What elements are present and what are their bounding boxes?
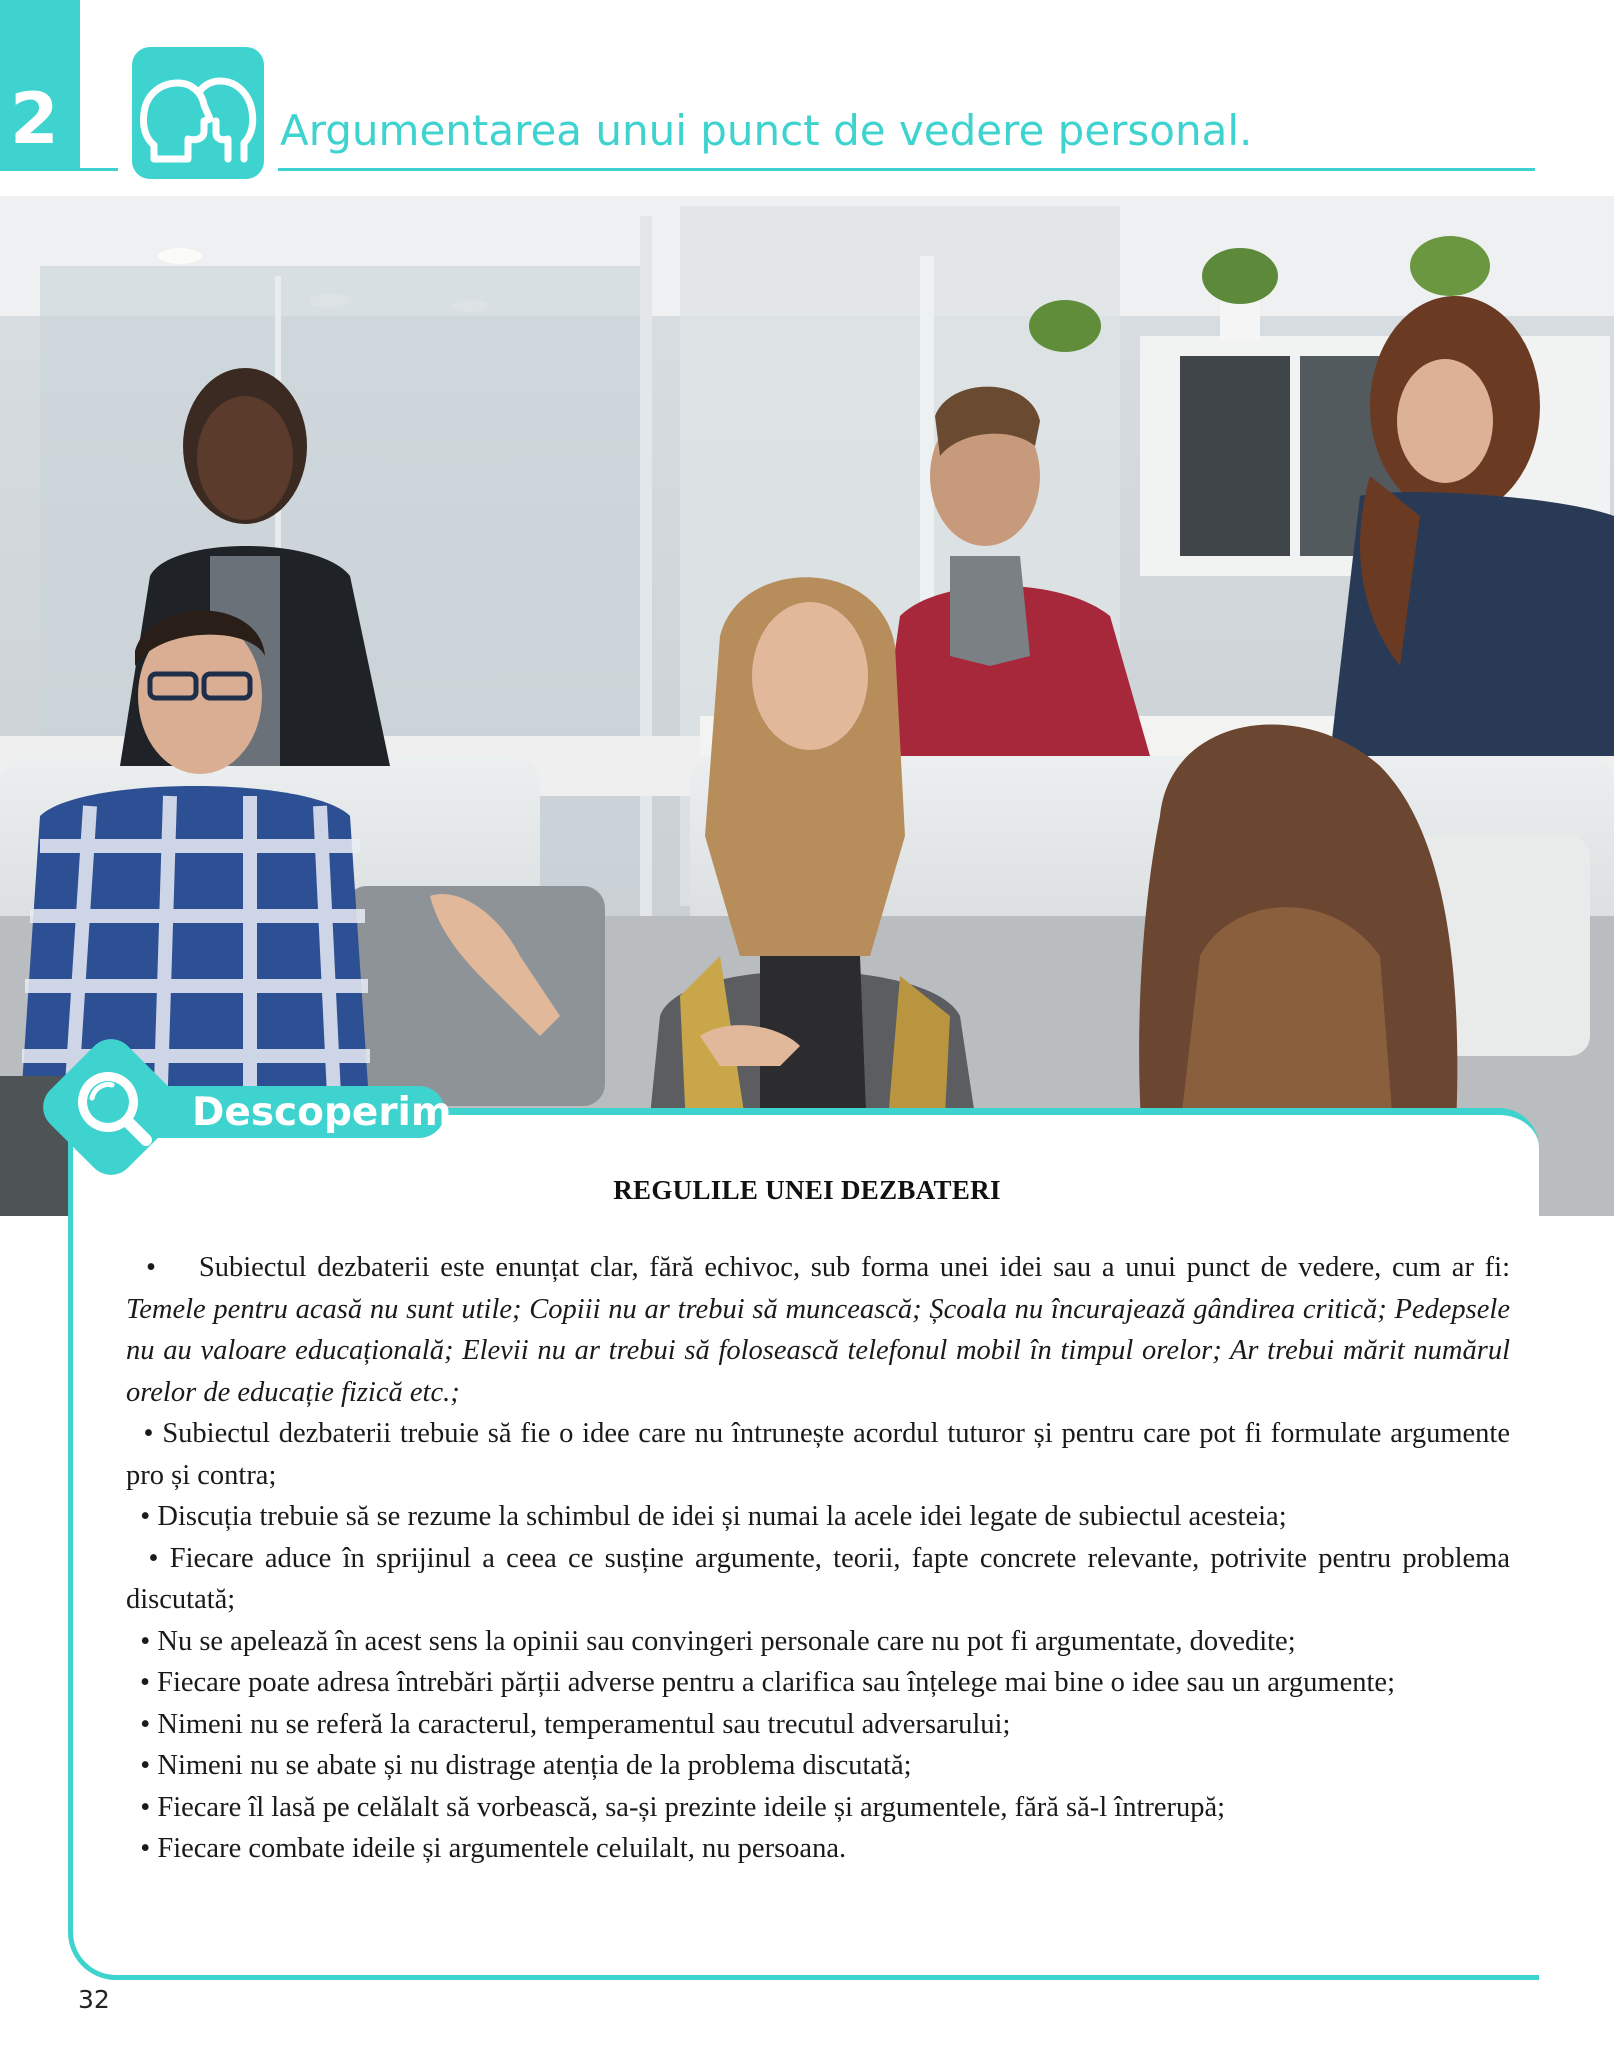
rule-text: Subiectul dezbaterii trebuie să fie o idee care nu întrunește acordul tuturor și pentru care pot fi formulate argumente pro și contra; [126, 1418, 1511, 1491]
rule-text: Discuția trebuie să se rezume la schimbul de idei și numai la acele idei legate de subiectul acesteia; [157, 1501, 1287, 1532]
rules-title: REGULILE UNEI DEZBATERI [613, 1175, 1001, 1205]
rule-text: Nimeni nu se abate și nu distrage atenția de la problema discutată; [157, 1750, 912, 1781]
rule-item: • Subiectul dezbaterii este enunțat clar, fără echivoc, sub forma unei idei sau a unui punct de vedere, cum ar fi: Temele pentru acasă nu sunt utile; Copiii nu ar trebui să muncească; Școala nu încurajează gândirea critică; Pedepsele nu au valoare educațională; Elevii nu ar trebui să folosească telefonul mobil în timpul orelor; Ar trebui mărit numărul orelor de educație fizică etc.; [126, 1252, 1510, 1408]
rule-text: Nu se apelează în acest sens la opinii sau convingeri personale care nu pot fi argumentate, dovedite; [157, 1625, 1296, 1657]
section-badge-label: Descoperim [192, 1090, 452, 1135]
chapter-number: 2 [10, 78, 59, 160]
rule-item: • Fiecare poate adresa întrebări părții adverse pentru a clarifica sau înțelege mai bine o idee sau un argumente; [140, 1667, 1395, 1698]
rule-text: Nimeni nu se referă la caracterul, temperamentul sau trecutul adversarului; [157, 1708, 1011, 1740]
rule-text: Fiecare poate adresa întrebări părții adverse pentru a clarifica sau înțelege mai bine o idee sau un argumente; [157, 1667, 1395, 1698]
group-discussion-photo [0, 196, 1614, 1216]
rule-text: Fiecare combate ideile și argumentele celuilalt, nu persoana. [157, 1833, 847, 1864]
rule-item: • Fiecare combate ideile și argumentele celuilalt, nu persoana. [126, 1833, 847, 1864]
rule-item: • Fiecare îl lasă pe celălalt să vorbească, sa-și prezinte ideile și argumentele, fără să-l întrerupă; [126, 1791, 1226, 1823]
page-number: 32 [78, 1985, 110, 2014]
title-underline [278, 168, 1535, 171]
rule-text: Fiecare aduce în sprijinul a ceea ce susține argumente, teorii, fapte concrete relevante, potrivite pentru problema discutată; [126, 1542, 1510, 1615]
rule-examples: Temele pentru acasă nu sunt utile; Copiii nu ar trebui să muncească; Școala nu încurajează gândirea critică; Pedepsele nu au valoare educațională; Elevii nu ar trebui să folosească telefonul mobil în timpul orelor; Ar trebui mărit numărul orelor de educație fizică etc.; [126, 1293, 1510, 1408]
page-title: Argumentarea unui punct de vedere personal. [280, 106, 1253, 155]
rule-text: Subiectul dezbaterii este enunțat clar, fără echivoc, sub forma unei idei sau a unui punct de vedere, cum ar fi: [198, 1252, 1510, 1283]
magnifier-icon [62, 1058, 160, 1156]
rule-item: • Nimeni nu se abate și nu distrage atenția de la problema discutată; [126, 1750, 912, 1781]
chapter-underline [0, 168, 118, 171]
rule-item: • Nu se apelează în acest sens la opinii sau convingeri personale care nu pot fi argumentate, dovedite; [126, 1625, 1296, 1657]
rule-item: • Subiectul dezbaterii trebuie să fie o idee care nu întrunește acordul tuturor și pentru care pot fi formulate argumente pro și contra; [126, 1418, 1511, 1491]
rule-text: Fiecare îl lasă pe celălalt să vorbească, sa-și prezinte ideile și argumentele, fără să-l întrerupă; [157, 1791, 1226, 1823]
rule-item: • Fiecare aduce în sprijinul a ceea ce susține argumente, teorii, fapte concrete relevante, potrivite pentru problema discutată; [126, 1542, 1510, 1615]
rules-list [126, 1247, 1510, 1870]
two-heads-profile-icon [132, 47, 264, 179]
rule-item: • Nimeni nu se referă la caracterul, temperamentul sau trecutul adversarului; [126, 1708, 1011, 1740]
rule-item: • Discuția trebuie să se rezume la schimbul de idei și numai la acele idei legate de subiectul acesteia; [126, 1501, 1287, 1532]
